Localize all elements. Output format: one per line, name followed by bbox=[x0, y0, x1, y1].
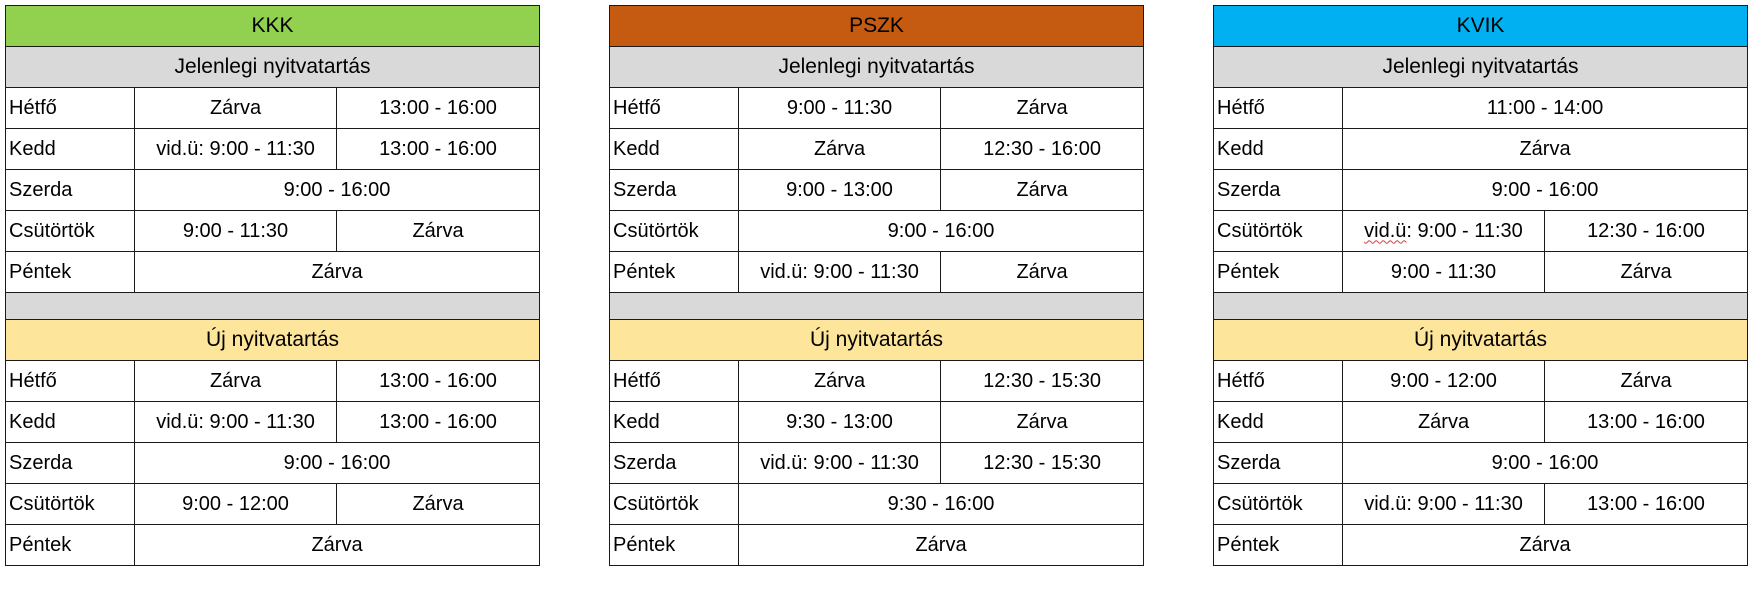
hours-cell: Zárva bbox=[739, 361, 941, 402]
table-row bbox=[6, 88, 540, 129]
day-label: Szerda bbox=[610, 443, 739, 484]
day-label: Péntek bbox=[1214, 252, 1343, 293]
schedule-table-pszk bbox=[609, 5, 1144, 566]
hours-cell: vid.ü: 9:00 - 11:30 bbox=[1343, 484, 1545, 525]
day-label: Hétfő bbox=[6, 88, 135, 129]
hours-cell: vid.ü: 9:00 - 11:30 bbox=[1343, 211, 1545, 252]
hours-cell: Zárva bbox=[1545, 361, 1748, 402]
current-hours-header: Jelenlegi nyitvatartás bbox=[610, 47, 1144, 88]
table-row bbox=[6, 484, 540, 525]
hours-cell: 9:00 - 16:00 bbox=[135, 170, 540, 211]
hours-cell: Zárva bbox=[1343, 525, 1748, 566]
new-hours-header: Új nyitvatartás bbox=[6, 320, 540, 361]
day-label: Hétfő bbox=[1214, 88, 1343, 129]
table-row bbox=[6, 170, 540, 211]
table-row bbox=[1214, 88, 1748, 129]
new-hours-header: Új nyitvatartás bbox=[1214, 320, 1748, 361]
table-row bbox=[6, 443, 540, 484]
day-label: Kedd bbox=[1214, 402, 1343, 443]
hours-cell: 13:00 - 16:00 bbox=[337, 129, 540, 170]
hours-cell: 9:30 - 13:00 bbox=[739, 402, 941, 443]
table-row bbox=[610, 129, 1144, 170]
table-title: KKK bbox=[6, 6, 540, 47]
hours-cell: 13:00 - 16:00 bbox=[337, 88, 540, 129]
hours-cell: 9:00 - 13:00 bbox=[739, 170, 941, 211]
day-label: Kedd bbox=[610, 402, 739, 443]
table-row bbox=[6, 252, 540, 293]
hours-cell: 9:00 - 16:00 bbox=[1343, 170, 1748, 211]
day-label: Csütörtök bbox=[610, 484, 739, 525]
hours-cell: Zárva bbox=[941, 252, 1144, 293]
table-row bbox=[1214, 361, 1748, 402]
hours-cell: 9:00 - 12:00 bbox=[135, 484, 337, 525]
hours-cell: 9:00 - 16:00 bbox=[135, 443, 540, 484]
day-label: Péntek bbox=[6, 252, 135, 293]
hours-cell: 13:00 - 16:00 bbox=[1545, 402, 1748, 443]
current-hours-header: Jelenlegi nyitvatartás bbox=[6, 47, 540, 88]
table-row bbox=[610, 443, 1144, 484]
day-label: Csütörtök bbox=[1214, 211, 1343, 252]
hours-cell: 13:00 - 16:00 bbox=[337, 361, 540, 402]
hours-cell: 12:30 - 15:30 bbox=[941, 443, 1144, 484]
hours-cell: vid.ü: 9:00 - 11:30 bbox=[739, 252, 941, 293]
day-label: Péntek bbox=[6, 525, 135, 566]
day-label: Szerda bbox=[6, 443, 135, 484]
day-label: Hétfő bbox=[6, 361, 135, 402]
table-row bbox=[610, 484, 1144, 525]
table-row bbox=[610, 88, 1144, 129]
table-row bbox=[6, 129, 540, 170]
table-row bbox=[6, 361, 540, 402]
day-label: Szerda bbox=[6, 170, 135, 211]
table-row bbox=[610, 361, 1144, 402]
hours-cell: 9:00 - 11:30 bbox=[135, 211, 337, 252]
table-row bbox=[610, 525, 1144, 566]
hours-cell: Zárva bbox=[1343, 402, 1545, 443]
hours-cell: Zárva bbox=[135, 525, 540, 566]
hours-cell: 12:30 - 16:00 bbox=[941, 129, 1144, 170]
hours-cell: vid.ü: 9:00 - 11:30 bbox=[739, 443, 941, 484]
hours-cell: 13:00 - 16:00 bbox=[337, 402, 540, 443]
day-label: Csütörtök bbox=[1214, 484, 1343, 525]
hours-cell: Zárva bbox=[337, 211, 540, 252]
hours-cell: Zárva bbox=[1343, 129, 1748, 170]
day-label: Kedd bbox=[6, 129, 135, 170]
table-row bbox=[6, 211, 540, 252]
hours-cell: 9:30 - 16:00 bbox=[739, 484, 1144, 525]
table-row bbox=[1214, 484, 1748, 525]
table-row bbox=[1214, 443, 1748, 484]
table-row bbox=[1214, 170, 1748, 211]
hours-cell: 13:00 - 16:00 bbox=[1545, 484, 1748, 525]
current-hours-header: Jelenlegi nyitvatartás bbox=[1214, 47, 1748, 88]
hours-cell: Zárva bbox=[135, 361, 337, 402]
day-label: Szerda bbox=[610, 170, 739, 211]
section-divider bbox=[610, 293, 1144, 320]
table-title: KVIK bbox=[1214, 6, 1748, 47]
schedule-table-kkk bbox=[5, 5, 540, 566]
day-label: Hétfő bbox=[610, 88, 739, 129]
day-label: Kedd bbox=[6, 402, 135, 443]
table-row bbox=[1214, 525, 1748, 566]
hours-cell: Zárva bbox=[337, 484, 540, 525]
hours-cell: Zárva bbox=[739, 525, 1144, 566]
table-row bbox=[610, 211, 1144, 252]
day-label: Péntek bbox=[610, 252, 739, 293]
day-label: Szerda bbox=[1214, 170, 1343, 211]
hours-cell: 12:30 - 16:00 bbox=[1545, 211, 1748, 252]
day-label: Szerda bbox=[1214, 443, 1343, 484]
day-label: Csütörtök bbox=[610, 211, 739, 252]
table-row bbox=[1214, 211, 1748, 252]
hours-cell: Zárva bbox=[941, 88, 1144, 129]
hours-cell: 9:00 - 16:00 bbox=[1343, 443, 1748, 484]
hours-cell: Zárva bbox=[1545, 252, 1748, 293]
new-hours-header: Új nyitvatartás bbox=[610, 320, 1144, 361]
hours-cell: 9:00 - 11:30 bbox=[739, 88, 941, 129]
hours-cell: vid.ü: 9:00 - 11:30 bbox=[135, 129, 337, 170]
day-label: Hétfő bbox=[1214, 361, 1343, 402]
table-row bbox=[1214, 252, 1748, 293]
table-row bbox=[6, 402, 540, 443]
table-row bbox=[6, 525, 540, 566]
section-divider bbox=[6, 293, 540, 320]
hours-cell: Zárva bbox=[135, 88, 337, 129]
day-label: Péntek bbox=[1214, 525, 1343, 566]
table-title: PSZK bbox=[610, 6, 1144, 47]
table-row bbox=[1214, 129, 1748, 170]
day-label: Csütörtök bbox=[6, 484, 135, 525]
hours-cell: vid.ü: 9:00 - 11:30 bbox=[135, 402, 337, 443]
hours-cell: 9:00 - 12:00 bbox=[1343, 361, 1545, 402]
hours-cell: 9:00 - 16:00 bbox=[739, 211, 1144, 252]
day-label: Hétfő bbox=[610, 361, 739, 402]
day-label: Péntek bbox=[610, 525, 739, 566]
table-row bbox=[610, 402, 1144, 443]
hours-cell: 12:30 - 15:30 bbox=[941, 361, 1144, 402]
day-label: Kedd bbox=[1214, 129, 1343, 170]
day-label: Kedd bbox=[610, 129, 739, 170]
day-label: Csütörtök bbox=[6, 211, 135, 252]
hours-cell: Zárva bbox=[941, 402, 1144, 443]
hours-cell: Zárva bbox=[739, 129, 941, 170]
hours-cell: Zárva bbox=[135, 252, 540, 293]
hours-cell: Zárva bbox=[941, 170, 1144, 211]
section-divider bbox=[1214, 293, 1748, 320]
hours-cell: 9:00 - 11:30 bbox=[1343, 252, 1545, 293]
hours-cell: 11:00 - 14:00 bbox=[1343, 88, 1748, 129]
table-row bbox=[610, 170, 1144, 211]
table-row bbox=[1214, 402, 1748, 443]
table-row bbox=[610, 252, 1144, 293]
schedule-table-kvik bbox=[1213, 5, 1748, 566]
